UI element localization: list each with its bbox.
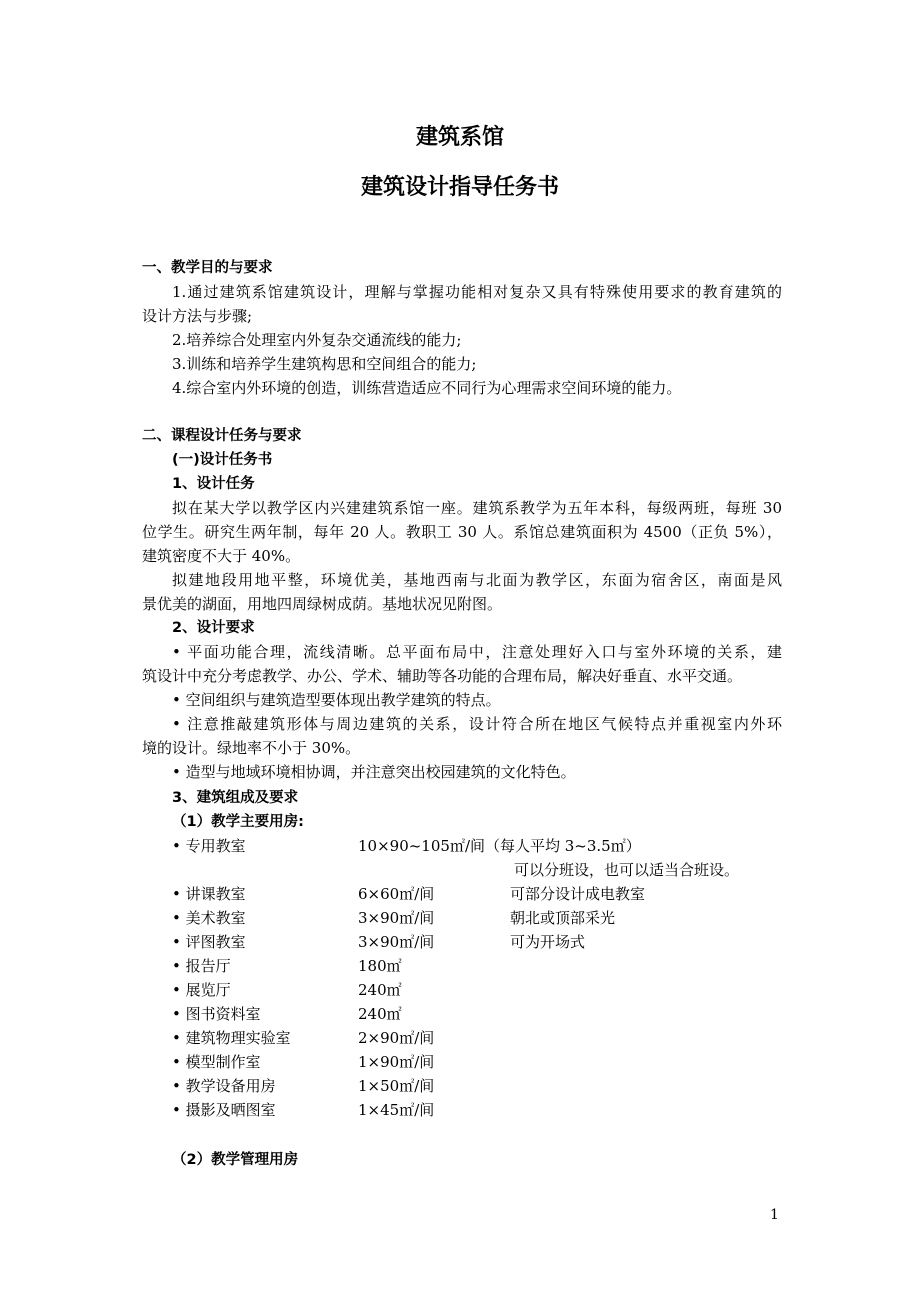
room-name: • 摄影及晒图室 [172, 1101, 276, 1119]
room-name: • 评图教室 [172, 933, 246, 951]
design-task-heading: 1、设计任务 [172, 476, 255, 492]
room-size: 6×60㎡/间 [358, 885, 435, 903]
task-paragraph2-line2: 景优美的湖面，用地四周绿树成荫。基地状况见附图。 [142, 595, 503, 613]
task-paragraph1-line1: 拟在某大学以教学区内兴建建筑系馆一座。建筑系教学为五年本科，每级两班，每班 30 [172, 499, 782, 517]
requirement3-line2: 境的设计。绿地率不小于 30%。 [142, 739, 361, 757]
task-paragraph1-line3: 建筑密度不大于 40%。 [142, 547, 301, 565]
document-title: 建筑系馆 [415, 125, 504, 150]
room-name: • 讲课教室 [172, 885, 246, 903]
room-size: 1×50㎡/间 [358, 1077, 435, 1095]
room-name: • 建筑物理实验室 [172, 1029, 291, 1047]
section1-heading: 一、教学目的与要求 [142, 260, 273, 276]
requirement1-line2: 筑设计中充分考虑教学、办公、学术、辅助等各功能的合理布局，解决好垂直、水平交通。 [142, 667, 743, 685]
section1-item3: 3.训练和培养学生建筑构思和空间组合的能力; [172, 355, 477, 373]
room-size: 240㎡ [358, 981, 402, 999]
task-paragraph2-line1: 拟建地段用地平整，环境优美，基地西南与北面为教学区，东面为宿舍区，南面是风 [172, 571, 782, 589]
section1-item2: 2.培养综合处理室内外复杂交通流线的能力; [172, 331, 462, 349]
teaching-rooms-heading: （1）教学主要用房: [172, 814, 304, 830]
room-name: • 报告厅 [172, 957, 231, 975]
room-name: • 美术教室 [172, 909, 246, 927]
room-size: 1×90㎡/间 [358, 1053, 435, 1071]
requirement4: • 造型与地域环境相协调，并注意突出校园建筑的文化特色。 [172, 763, 576, 781]
design-brief-heading: (一)设计任务书 [172, 452, 273, 468]
room-size: 3×90㎡/间 [358, 933, 435, 951]
room-size: 240㎡ [358, 1005, 402, 1023]
room-size: 2×90㎡/间 [358, 1029, 435, 1047]
composition-heading: 3、建筑组成及要求 [172, 790, 299, 806]
room-note: 可为开场式 [510, 933, 586, 951]
management-rooms-heading: （2）教学管理用房 [172, 1152, 299, 1168]
section1-item1-line2: 设计方法与步骤; [142, 307, 253, 325]
requirement2: • 空间组织与建筑造型要体现出教学建筑的特点。 [172, 691, 501, 709]
room-note: 朝北或顶部采光 [510, 909, 616, 927]
room-name: • 模型制作室 [172, 1053, 261, 1071]
requirement3-line1: • 注意推敲建筑形体与周边建筑的关系，设计符合所在地区气候特点并重视室内外环 [172, 715, 782, 733]
task-paragraph1-line2: 位学生。研究生两年制，每年 20 人。教职工 30 人。系馆总建筑面积为 4500（正负 5%）， [142, 523, 782, 541]
page-number: 1 [770, 1207, 779, 1223]
room-size: 10×90~105㎡/间（每人平均 3~3.5㎡） [358, 837, 641, 855]
room-name: • 图书资料室 [172, 1005, 261, 1023]
room-name: • 教学设备用房 [172, 1077, 276, 1095]
section1-item4: 4.综合室内外环境的创造，训练营造适应不同行为心理需求空间环境的能力。 [172, 379, 682, 397]
document-subtitle: 建筑设计指导任务书 [360, 175, 559, 200]
room-size: 3×90㎡/间 [358, 909, 435, 927]
section2-heading: 二、课程设计任务与要求 [142, 428, 302, 444]
design-requirements-heading: 2、设计要求 [172, 620, 255, 636]
room-size: 180㎡ [358, 957, 402, 975]
section1-item1-line1: 1.通过建筑系馆建筑设计，理解与掌握功能相对复杂又具有特殊使用要求的教育建筑的 [172, 283, 782, 301]
room-note: 可部分设计成电教室 [510, 885, 646, 903]
room-name: • 专用教室 [172, 837, 246, 855]
requirement1-line1: • 平面功能合理，流线清晰。总平面布局中，注意处理好入口与室外环境的关系，建 [172, 643, 782, 661]
room-size: 1×45㎡/间 [358, 1101, 435, 1119]
room-note: 可以分班设，也可以适当合班设。 [514, 861, 740, 879]
room-name: • 展览厅 [172, 981, 231, 999]
